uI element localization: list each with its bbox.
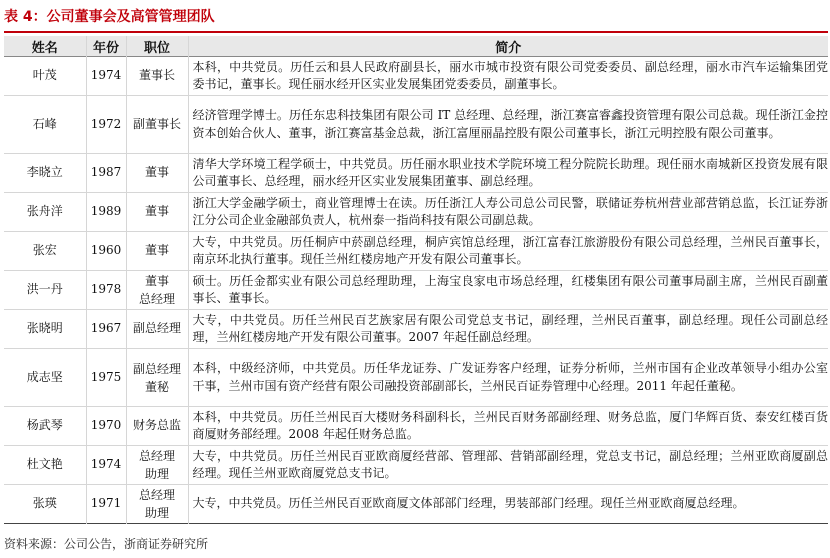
cell-year: 1987 [86, 154, 126, 193]
header-position: 职位 [126, 36, 188, 57]
cell-name: 张晓明 [26, 321, 63, 336]
cell-year: 1960 [86, 232, 126, 271]
cell-name: 成志坚 [26, 369, 63, 384]
cell-position [126, 446, 188, 485]
source-note: 资料来源：公司公告，浙商证券研究所 [4, 537, 209, 551]
table-row [4, 485, 828, 524]
cell-profile: 大专，中共党员。历任桐庐中菸副总经理，桐庐宾馆总经理，浙江富春江旅游股份有限公司总经理，兰州民百董事长，南京环北执行董事。现任兰州红楼房地产开发有限公司董事长。 [188, 232, 828, 271]
cell-position [126, 349, 188, 407]
cell-profile: 本科，中级经济师，中共党员。历任华龙证券、广发证券客户经理，证券分析师，兰州市国有企业改革领导小组办公室干事，兰州市国有资产经营有限公司融投资部副部长，兰州民百证券管理中心经理。2011 年起任董秘。 [188, 349, 828, 407]
cell-name: 张宏 [32, 243, 57, 258]
table-row [4, 271, 828, 310]
cell-year: 1970 [86, 407, 126, 446]
cell-year: 1971 [86, 485, 126, 524]
table-row [4, 446, 828, 485]
cell-position [126, 271, 188, 310]
cell-profile: 经济管理学博士。历任东忠科技集团有限公司 IT 总经理、总经理，浙江赛富睿鑫投资管理有限公司总裁。现任浙江金控资本创始合伙人、董事，浙江赛富基金总裁，浙江富厘丽晶控股有限公司董事长，浙江元明控股有限公司董事。 [188, 96, 828, 154]
cell-profile: 硕士。历任金都实业有限公司总经理助理，上海宝良家电市场总经理，红楼集团有限公司董事局副主席，兰州民百副董事长、董事长。 [188, 271, 828, 310]
cell-year: 1974 [86, 57, 126, 96]
cell-position: 副董事长 [126, 96, 188, 154]
cell-name: 杜文艳 [26, 457, 63, 472]
table-row [4, 349, 828, 407]
table-row [4, 310, 828, 349]
cell-position [126, 485, 188, 524]
cell-name: 洪一丹 [26, 282, 63, 297]
table-title: 表 4：公司董事会及高管管理团队 [4, 9, 215, 25]
header-year: 年份 [86, 36, 126, 57]
cell-position: 董事 [126, 193, 188, 232]
cell-profile: 大专，中共党员。历任兰州民百亚欧商厦文体部部门经理，男装部部门经理。现任兰州亚欧商厦总经理。 [188, 485, 828, 524]
cell-name: 张舟洋 [26, 204, 63, 219]
cell-year: 1967 [86, 310, 126, 349]
cell-year: 1978 [86, 271, 126, 310]
cell-profile: 大专，中共党员。历任兰州民百亚欧商厦经营部、管理部、营销部副经理，党总支书记，副总经理；兰州亚欧商厦副总经理。现任兰州亚欧商厦党总支书记。 [188, 446, 828, 485]
cell-year: 1989 [86, 193, 126, 232]
cell-profile: 浙江大学金融学硕士，商业管理博士在读。历任浙江人寿公司总公司民警，联储证券杭州营业部营销总监，长江证券浙江分公司企业金融部负责人，杭州泰一指尚科技有限公司副总裁。 [188, 193, 828, 232]
position-text: 副总经理 董秘 [132, 361, 181, 394]
cell-position: 董事 [126, 232, 188, 271]
cell-position: 董事 [126, 154, 188, 193]
cell-profile: 本科，中共党员。历任兰州民百大楼财务科副科长，兰州民百财务部副经理、财务总监，厦门华辉百货、泰安红楼百货商厦财务部经理。2008 年起任财务总监。 [188, 407, 828, 446]
cell-year: 1974 [86, 446, 126, 485]
cell-profile: 本科，中共党员。历任云和县人民政府副县长，丽水市城市投资有限公司党委委员、副总经理，丽水市汽车运输集团党委书记，董事长。现任丽水经开区实业发展集团党委委员，副董事长。 [188, 57, 828, 96]
table-row [4, 96, 828, 154]
management-table [4, 36, 828, 524]
cell-year: 1972 [86, 96, 126, 154]
position-text: 董事 总经理 [138, 274, 175, 306]
cell-name: 张瑛 [32, 496, 57, 511]
position-text: 总经理 助理 [138, 449, 175, 481]
cell-position: 副总经理 [126, 310, 188, 349]
title-rule [4, 31, 828, 33]
cell-profile: 清华大学环境工程学硕士，中共党员。历任丽水职业技术学院环境工程分院院长助理。现任丽水南城新区投资发展有限公司董事长、总经理，丽水经开区实业发展集团董事、副总经理。 [188, 154, 828, 193]
cell-name: 杨武琴 [26, 418, 63, 433]
table-row [4, 193, 828, 232]
header-name: 姓名 [4, 36, 86, 57]
cell-position: 董事长 [126, 57, 188, 96]
table-row [4, 154, 828, 193]
cell-position: 财务总监 [126, 407, 188, 446]
cell-profile: 大专，中共党员。历任兰州民百艺族家居有限公司党总支书记，副经理，兰州民百董事，副总经理。现任公司副总经理，兰州红楼房地产开发有限公司董事。2007 年起任副总经理。 [188, 310, 828, 349]
cell-name: 李晓立 [26, 165, 63, 180]
cell-year: 1975 [86, 349, 126, 407]
position-text: 总经理 助理 [138, 488, 175, 520]
header-profile: 简介 [188, 36, 828, 57]
table-header-row [4, 36, 828, 57]
cell-name: 石峰 [32, 116, 57, 131]
cell-name: 叶茂 [32, 68, 57, 83]
table-row [4, 232, 828, 271]
table-row [4, 57, 828, 96]
table-row [4, 407, 828, 446]
